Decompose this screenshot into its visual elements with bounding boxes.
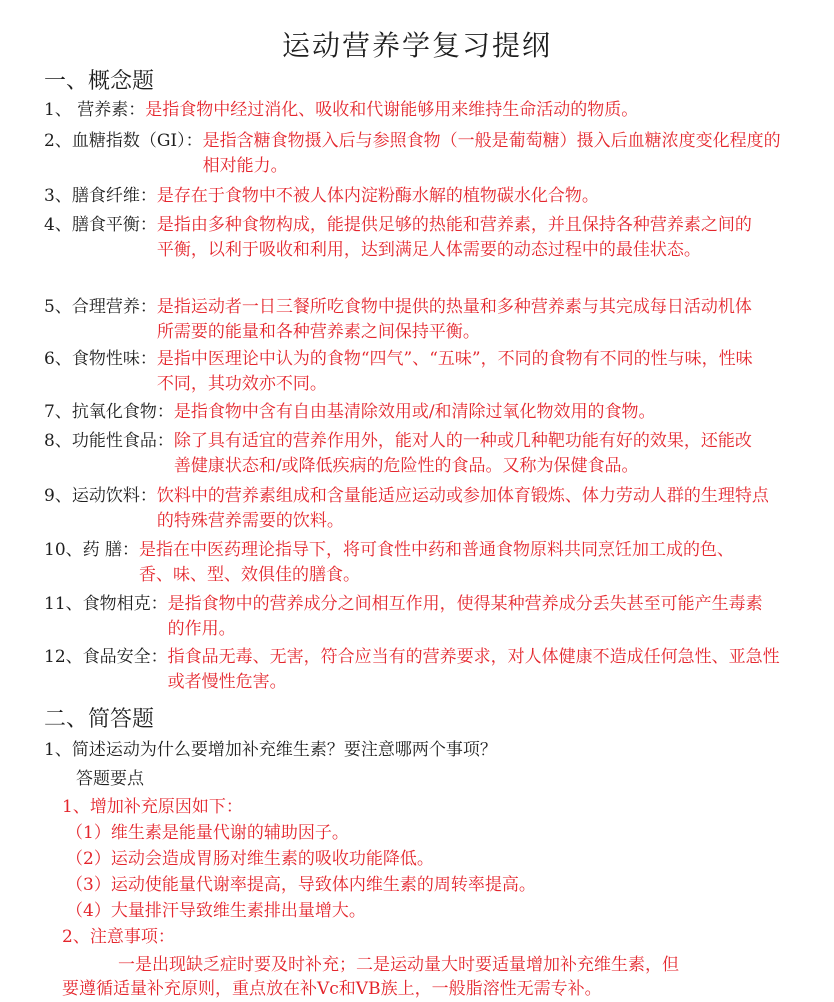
concept-item <box>44 592 768 642</box>
notes-heading: 2、注意事项： <box>62 927 175 947</box>
concept-item <box>44 645 780 695</box>
concept-definition: 是指在中医药理论指导下，将可食性中药和普通食物原料共同烹饪加工成的色、香、味、型、效俱佳的膳食。 <box>139 540 735 585</box>
concept-term: 3、膳食纤维： <box>44 186 157 206</box>
concept-item <box>44 538 739 588</box>
concept-term: 9、运动饮料： <box>44 486 157 506</box>
page-title: 运动营养学复习提纲 <box>281 29 552 62</box>
concept-item <box>44 295 765 345</box>
concept-item <box>44 129 787 179</box>
section-heading-short-answer: 二、简答题 <box>44 707 155 732</box>
reasons-heading: 1、增加补充原因如下： <box>62 797 243 817</box>
concept-item <box>44 184 757 209</box>
concept-definition: 指食品无毒、无害，符合应当有的营养要求，对人体健康不造成任何急性、亚急性或者慢性危害。 <box>167 647 780 692</box>
concept-item <box>44 347 763 397</box>
concept-item <box>44 484 771 534</box>
concept-term: 10、药 膳： <box>44 540 140 560</box>
concept-term: 1、 营养素： <box>44 100 146 120</box>
concept-term: 7、抗氧化食物： <box>44 402 174 422</box>
concept-definition: 是指食物中的营养成分之间相互作用，使得某种营养成分丢失甚至可能产生毒素的作用。 <box>167 594 763 639</box>
concept-term: 5、合理营养： <box>44 297 157 317</box>
concept-definition: 是指含糖食物摄入后与参照食物（一般是葡萄糖）摄入后血糖浓度变化程度的相对能力。 <box>202 131 781 176</box>
concept-term: 12、食品安全： <box>44 647 168 667</box>
reason-item: （2）运动会造成胃肠对维生素的吸收功能降低。 <box>66 849 434 869</box>
concept-item <box>44 98 745 123</box>
reason-item: （4）大量排汗导致维生素排出量增大。 <box>66 901 366 921</box>
concept-term: 11、食物相克： <box>44 594 168 614</box>
notes-text: 要遵循适量补充原则，重点放在补Vc和VB族上，一般脂溶性无需专补。 <box>62 979 602 999</box>
concept-definition: 饮料中的营养素组成和含量能适应运动或参加体育锻炼、体力劳动人群的生理特点的特殊营养需要的饮料。 <box>156 486 769 531</box>
concept-definition: 是指中医理论中认为的食物“四气”、“五味”，不同的食物有不同的性与味，性味不同，其功效亦不同。 <box>156 349 753 394</box>
concept-item <box>44 400 774 425</box>
notes-text: 一是出现缺乏症时要及时补充；二是运动量大时要适量增加补充维生素，但 <box>118 955 679 975</box>
concept-definition: 是指运动者一日三餐所吃食物中提供的热量和多种营养素与其完成每日活动机体所需要的能量和各种营养素之间保持平衡。 <box>156 297 752 342</box>
concept-term: 2、血糖指数（GI）： <box>44 131 203 151</box>
concept-term: 8、功能性食品： <box>44 431 174 451</box>
concept-term: 6、食物性味： <box>44 349 157 369</box>
reason-item: （3）运动使能量代谢率提高，导致体内维生素的周转率提高。 <box>66 875 536 895</box>
concept-item <box>44 429 768 479</box>
concept-definition: 是存在于食物中不被人体内淀粉酶水解的植物碳水化合物。 <box>156 186 599 206</box>
concept-definition: 是指食物中经过消化、吸收和代谢能够用来维持生命活动的物质。 <box>145 100 639 120</box>
answer-label: 答题要点 <box>76 769 144 789</box>
concept-definition: 是指由多种食物构成，能提供足够的热能和营养素，并且保持各种营养素之间的平衡，以利于吸收和利用，达到满足人体需要的动态过程中的最佳状态。 <box>156 215 752 260</box>
reason-item: （1）维生素是能量代谢的辅助因子。 <box>66 823 349 843</box>
question-text: 1、简述运动为什么要增加补充维生素？要注意哪两个事项？ <box>44 740 497 760</box>
concept-definition: 是指食物中含有自由基清除效用或/和清除过氧化物效用的食物。 <box>173 402 656 422</box>
section-heading-concepts: 一、概念题 <box>44 69 155 94</box>
concept-definition: 除了具有适宜的营养作用外，能对人的一种或几种靶功能有好的效果，还能改善健康状态和/或降低疾病的危险性的食品。又称为保健食品。 <box>173 431 752 476</box>
concept-item <box>44 213 765 263</box>
concept-term: 4、膳食平衡： <box>44 215 157 235</box>
